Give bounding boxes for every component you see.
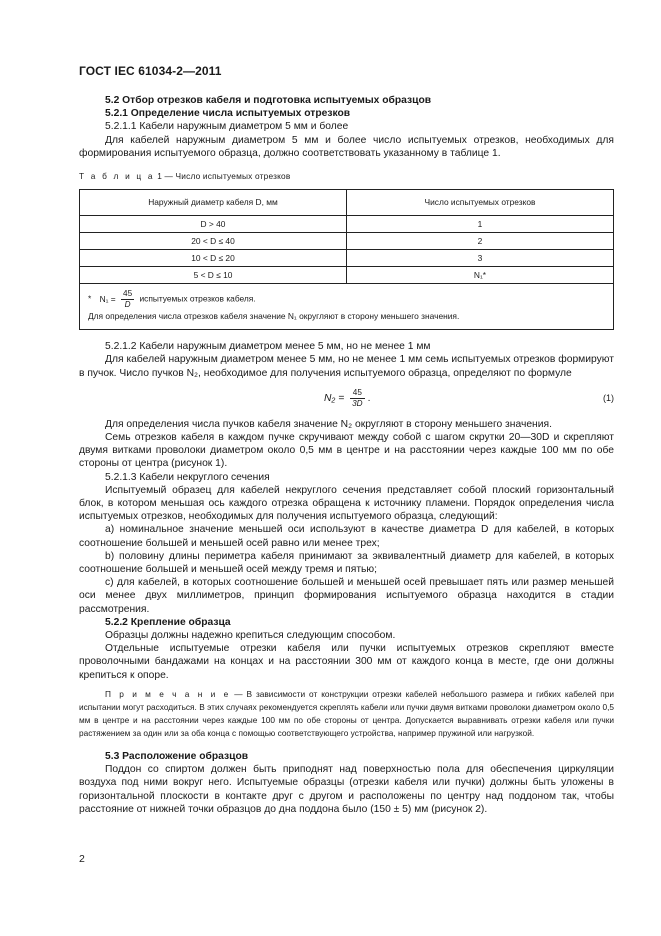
section-5-2-2-title: 5.2.2 Крепление образца	[105, 616, 231, 628]
formula-number: (1)	[603, 392, 614, 403]
table-header-count: Число испытуемых отрезков	[347, 190, 614, 216]
formula-expression	[324, 388, 370, 409]
section-5-2-1-2-rounding: Для определения числа пучков кабеля значение N₂ округляют в сторону меньшего значения.	[105, 418, 552, 430]
section-5-2-1-2-title: 5.2.1.2 Кабели наружным диаметром менее 5 мм, но не менее 1 мм	[105, 341, 431, 353]
formula-numerator: 45	[350, 388, 364, 399]
table-caption-label: Т а б л и ц а	[79, 171, 155, 182]
table-row	[80, 250, 614, 267]
footnote-tail: испытуемых отрезков кабеля.	[139, 293, 256, 304]
list-item-b: b) половину длины периметра кабеля принимают за эквивалентный диаметр для кабелей, в которых соотношение большей и меньшей осей между тремя и пятью;	[79, 550, 614, 576]
table-footnote-row	[80, 284, 614, 330]
section-5-2-1-1-text: Для кабелей наружным диаметром 5 мм и более число испытуемых отрезков, необходимых для формирования испытуемого образца, должно соответствовать указанному в таблице 1.	[79, 134, 614, 159]
section-5-2-1-title: 5.2.1 Определение числа испытуемых отрезков	[105, 108, 351, 120]
section-5-3-text: Поддон со спиртом должен быть приподнят над поверхностью пола для обеспечения циркуляции воздуха под ними вокруг него. Испытуемые образцы (отрезки кабеля или пучки) должны быть уложены в горизонтальной плоскости в контакте друг с другом и расположены по центру над поддоном так, чтобы расстояние от нижней точки образцов до дна поддона было (150 ± 5) мм (рисунок 2).	[79, 764, 614, 815]
note-text: — В зависимости от конструкции отрезки кабелей небольшого размера и гибких кабелей при испытании могут расходиться. В этих случаях рекомендуется скреплять кабели или пучки двумя витками проволоки диаметром около 0,5 мм в центре и на расстоянии через каждые 100 мм по обе стороны от центра. Допускается выравнивать отрезки кабеля или пучки растяжением за один или за оба конца с помощью соответствующего устройства, например пружиной или нагрузкой.	[79, 688, 614, 738]
table-cell-diameter: 20 < D ≤ 40	[80, 233, 347, 250]
formula-fraction	[350, 388, 364, 409]
list-item-a: a) номинальное значение меньшей оси используют в качестве диаметра D для кабелей, в которых соотношение большей и меньшей осей равно или менее трех;	[79, 524, 614, 549]
section-5-3-title: 5.3 Расположение образцов	[105, 750, 249, 762]
table-cell-count: 1	[347, 216, 614, 233]
formula-denominator: 3D	[352, 398, 363, 408]
section-5-2-title: 5.2 Отбор отрезков кабеля и подготовка испытуемых образцов	[105, 95, 432, 106]
table-cell-diameter: 5 < D ≤ 10	[80, 267, 347, 284]
table-cell-diameter: 10 < D ≤ 20	[80, 250, 347, 267]
section-5-2-1-3-title: 5.2.1.3 Кабели некруглого сечения	[105, 471, 270, 483]
table-row	[80, 216, 614, 233]
footnote-denominator: D	[124, 300, 131, 310]
table-cell-count: N₁*	[347, 267, 614, 284]
note	[79, 688, 614, 740]
list-item-c: c) для кабелей, в которых соотношение большей и меньшей осей превышает пять или размер меньшей оси менее двух миллиметров, принцип формирования испытуемого образца находится в стадии рассмотрения.	[79, 577, 614, 615]
table-caption	[79, 170, 614, 183]
note-label: П р и м е ч а н и е	[105, 688, 231, 699]
footnote-formula-line	[88, 289, 605, 310]
table-header-row	[80, 190, 614, 216]
table-cell-diameter: D > 40	[80, 216, 347, 233]
table-cell-count: 2	[347, 233, 614, 250]
table-header-diameter: Наружный диаметр кабеля D, мм	[80, 190, 347, 216]
footnote-rounding-line: Для определения числа отрезков кабеля значение N₁ округляют в сторону меньшего значения.	[88, 311, 460, 322]
section-5-2-1-1-title: 5.2.1.1 Кабели наружным диаметром 5 мм и более	[105, 121, 349, 133]
formula-lhs: N₂ =	[324, 393, 345, 405]
table-row	[80, 233, 614, 250]
footnote-fraction	[121, 289, 134, 310]
table-row	[80, 267, 614, 284]
section-5-2-2-p1: Образцы должны надежно крепиться следующим способом.	[105, 630, 396, 642]
footnote-n1: N₁ =	[99, 293, 116, 304]
table-caption-text: 1 — Число испытуемых отрезков	[154, 171, 291, 182]
footnote-numerator: 45	[123, 289, 133, 299]
section-5-2-1-2-bundle: Семь отрезков кабеля в каждом пучке скручивают между собой с шагом скрутки 20—30D и скрепляют двумя витками проволоки диаметром около 0,5 мм в центре и на расстоянии через каждые 100 мм по обе стороны от центра (рисунок 1).	[79, 432, 614, 470]
document-header: ГОСТ IEC 61034-2—2011	[79, 64, 222, 78]
section-5-2-1-3-text: Испытуемый образец для кабелей некруглого сечения представляет собой плоский горизонтальный блок, в котором меньшая ось каждого отрезка обращена к источнику пламени. Порядок определения числа испытуемых отрезков, необходимых для получения испытуемого образца, следующий:	[79, 484, 614, 523]
page-number: 2	[79, 853, 85, 865]
document-body	[79, 94, 614, 816]
table-cell-count: 3	[347, 250, 614, 267]
formula-dot: .	[367, 393, 371, 405]
table-footnote	[80, 284, 614, 330]
table-1	[79, 189, 614, 330]
section-5-2-1-2-text: Для кабелей наружным диаметром менее 5 мм, но не менее 1 мм семь испытуемых отрезков формируют в пучок. Число пучков N₂, необходимое для получения испытуемого образца, определяют по формуле	[79, 354, 614, 379]
section-5-2-2-p2: Отдельные испытуемые отрезки кабеля или пучки испытуемых отрезков скрепляют вместе проволочными бандажами на концах и на расстоянии 300 мм от каждого конца в месте, где они должны крепиться к опоре.	[79, 643, 614, 681]
footnote-star: *	[88, 293, 92, 304]
formula-1	[79, 386, 614, 414]
